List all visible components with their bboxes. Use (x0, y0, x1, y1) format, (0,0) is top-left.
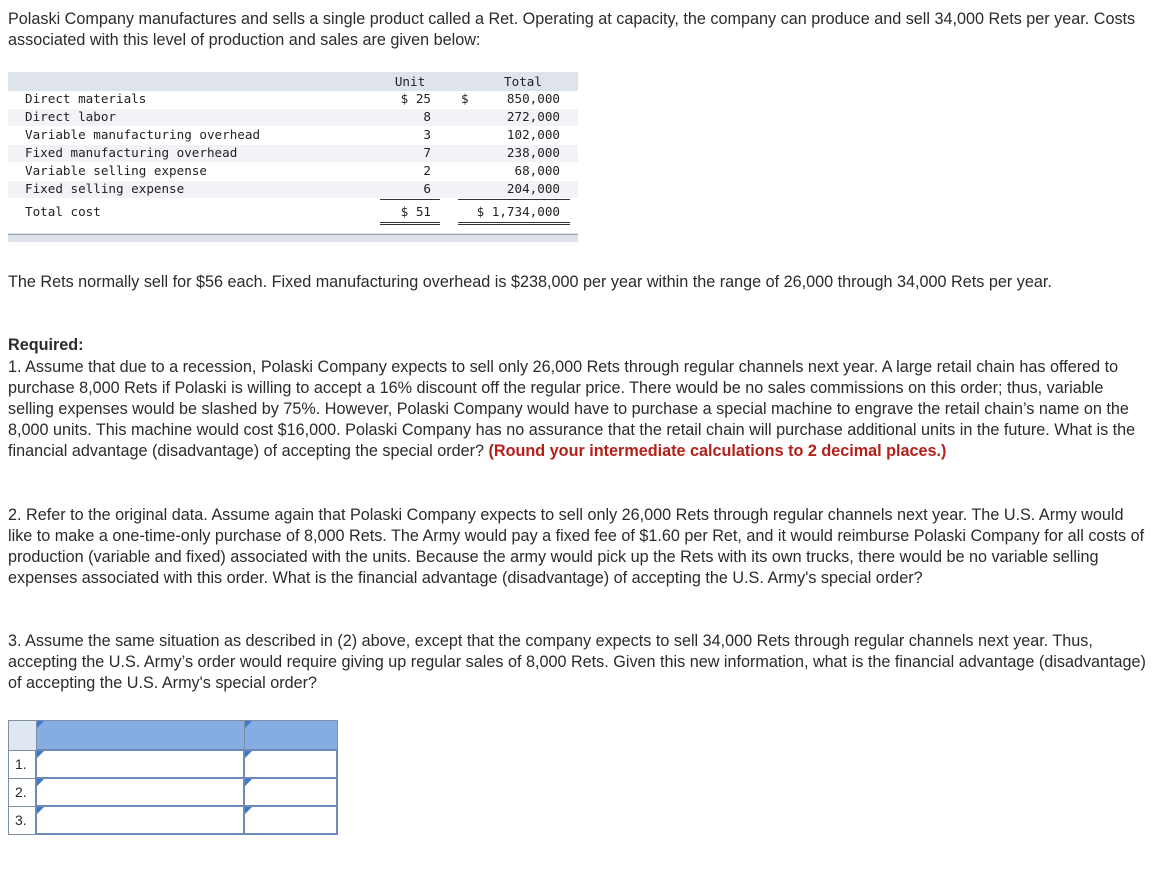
subtotal-rule-total (458, 199, 570, 200)
answer-2-amount-input[interactable] (244, 778, 337, 806)
header-total: Total (504, 74, 542, 89)
cost-row-label: Direct materials (25, 91, 147, 106)
cost-row-unit: $ 25 (400, 91, 431, 106)
answer-row-number-label: 3. (15, 812, 27, 828)
answer-table-header (9, 721, 338, 751)
total-double-rule-unit-a (380, 222, 440, 223)
cost-row-total: 850,000 (506, 91, 560, 106)
answer-header-num (9, 721, 37, 751)
cost-row-total: 272,000 (506, 109, 560, 124)
cost-row-dollar: $ (461, 91, 469, 106)
question-1 (8, 357, 1148, 462)
required-heading: Required: (8, 336, 84, 354)
cost-table (8, 72, 578, 242)
corner-marker-icon (37, 779, 44, 786)
cost-row-label: Fixed selling expense (25, 181, 185, 196)
total-row-total: $ 1,734,000 (476, 204, 560, 219)
cost-row-total: 238,000 (506, 145, 560, 160)
cost-row-unit: 8 (423, 109, 431, 124)
answer-2-description-input[interactable] (36, 778, 244, 806)
header-unit: Unit (394, 74, 426, 89)
question-1-note: (Round your intermediate calculations to 2 decimal places.) (488, 442, 947, 460)
answer-1-amount-input[interactable] (244, 750, 337, 778)
corner-marker-icon (245, 751, 252, 758)
cost-row-total: 68,000 (514, 163, 560, 178)
cost-row-label: Variable manufacturing overhead (25, 127, 261, 142)
answer-3-description-input[interactable] (36, 806, 244, 834)
cost-table-footer-line (8, 234, 578, 235)
total-double-rule-total-b (458, 224, 570, 225)
cost-row (8, 109, 578, 126)
cost-row (8, 181, 578, 198)
cost-row (8, 127, 578, 144)
answer-row-number (9, 750, 37, 778)
answer-table (8, 720, 338, 835)
answer-row (9, 778, 338, 806)
corner-marker-icon (37, 721, 44, 728)
cost-row (8, 163, 578, 180)
answer-row (9, 806, 338, 834)
answer-3-amount-input[interactable] (244, 806, 337, 834)
question-2: 2. Refer to the original data. Assume again that Polaski Company expects to sell only 26,000 Rets through regular channels next year. The U.S. Army would like to make a one-time-only purchase of 8,000 Rets. The Army would pay a fixed fee of $1.60 per Ret, and it would reimburse Polaski Company for all costs of production (variable and fixed) associated with the units. Because the army would pick up the Rets with its own trucks, there would be no variable selling expenses associated with this order. What is the financial advantage (disadvantage) of accepting the U.S. Army's special order? (8, 506, 1145, 587)
intro-text: Polaski Company manufactures and sells a single product called a Ret. Operating at capacity, the company can produce and sell 34,000 Rets per year. Costs associated with this level of production and sales are given below: (8, 10, 1136, 49)
answer-row-number (9, 778, 37, 806)
answer-row (9, 750, 338, 778)
answer-header-col2 (244, 721, 337, 751)
cost-row-label: Fixed manufacturing overhead (25, 145, 238, 160)
cost-row-label: Variable selling expense (25, 163, 207, 178)
corner-marker-icon (245, 779, 252, 786)
cost-row-unit: 2 (423, 163, 431, 178)
total-row (8, 204, 578, 221)
subtotal-rule-unit (380, 199, 440, 200)
corner-marker-icon (245, 807, 252, 814)
answer-row-number (9, 806, 37, 834)
corner-marker-icon (37, 807, 44, 814)
total-row-unit: $ 51 (400, 204, 431, 219)
total-double-rule-total-a (458, 222, 570, 223)
cost-row (8, 91, 578, 108)
cost-row-unit: 6 (423, 181, 431, 196)
cost-row-unit: 7 (423, 145, 431, 160)
answer-row-number-label: 1. (15, 756, 27, 772)
answer-header-col1 (36, 721, 244, 751)
normal-sale-text: The Rets normally sell for $56 each. Fixed manufacturing overhead is $238,000 per year within the range of 26,000 through 34,000 Rets per year. (8, 273, 1052, 291)
cost-row (8, 145, 578, 162)
cost-row-unit: 3 (423, 127, 431, 142)
total-double-rule-unit-b (380, 224, 440, 225)
question-3: 3. Assume the same situation as described in (2) above, except that the company expects to sell 34,000 Rets through regular channels next year. Thus, accepting the U.S. Army’s order would require giving up regular sales of 8,000 Rets. Given this new information, what is the financial advantage (disadvantage) of accepting the U.S. Army's special order? (8, 632, 1146, 692)
total-row-label: Total cost (25, 204, 101, 219)
corner-marker-icon (245, 721, 252, 728)
answer-1-description-input[interactable] (36, 750, 244, 778)
cost-row-total: 204,000 (506, 181, 560, 196)
question-1-text: 1. Assume that due to a recession, Polaski Company expects to sell only 26,000 Rets through regular channels next year. A large retail chain has offered to purchase 8,000 Rets if Polaski is willing to accept a 16% discount off the regular price. There would be no sales commissions on this order; thus, variable selling expenses would be slashed by 75%. However, Polaski Company would have to purchase a special machine to engrave the retail chain’s name on the 8,000 units. This machine would cost $16,000. Polaski Company has no assurance that the retail chain will purchase additional units in the future. What is the financial advantage (disadvantage) of accepting the special order? (8, 358, 1136, 460)
corner-marker-icon (37, 751, 44, 758)
answer-row-number-label: 2. (15, 784, 27, 800)
cost-row-total: 102,000 (506, 127, 560, 142)
cost-row-label: Direct labor (25, 109, 116, 124)
